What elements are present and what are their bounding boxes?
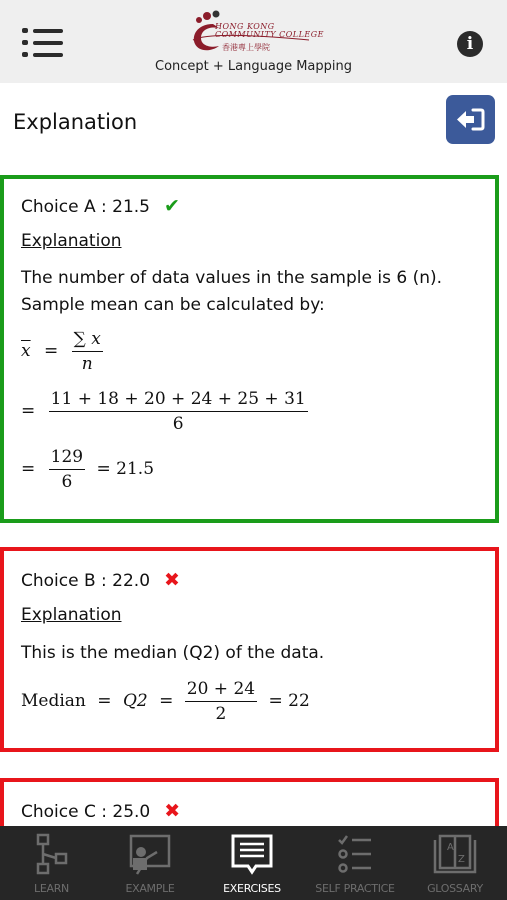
choice-a-text-line2: Sample mean can be calculated by: [21, 295, 325, 315]
logo-name-line2: COMMUNITY COLLEGE [215, 30, 324, 39]
nav-example-label: EXAMPLE [125, 882, 175, 895]
logo-name [215, 23, 324, 39]
equals-sign: = [21, 459, 36, 479]
x-bar: $\overline{x}$ [21, 341, 31, 361]
nav-exercises-label: EXERCISES [223, 882, 281, 895]
info-icon[interactable]: i [457, 31, 483, 57]
median-numerator: 20 + 24 [185, 677, 257, 702]
choice-a-explanation-label: Explanation [21, 231, 122, 251]
app-subtitle: Concept + Language Mapping [155, 59, 352, 74]
checkmark-icon: ✔ [164, 195, 180, 217]
cross-icon: ✖ [164, 800, 181, 822]
sum-denominator: n [81, 354, 93, 374]
choice-a-label: Choice A : 21.5 [21, 197, 150, 217]
svg-text:Z: Z [458, 854, 465, 865]
nav-learn-label: LEARN [34, 882, 69, 895]
presentation-icon [127, 832, 173, 876]
page-title: Explanation [13, 110, 138, 134]
sum-symbol: ∑ [73, 329, 86, 349]
flowchart-icon [35, 832, 69, 876]
total-fraction [49, 445, 85, 494]
choice-b-heading [21, 569, 180, 591]
choice-a-text-line1: The number of data values in the sample is 6 (n). [21, 268, 443, 288]
mean-formula-line2 [21, 387, 308, 436]
app-header [0, 0, 507, 83]
exit-icon [446, 95, 495, 144]
checklist-icon [337, 832, 373, 876]
nav-self-practice-label: SELF PRACTICE [315, 882, 395, 895]
choice-b-label: Choice B : 22.0 [21, 571, 151, 591]
choice-b-text-line1: This is the median (Q2) of the data. [21, 643, 325, 663]
equals-sign: = [97, 691, 112, 711]
choice-c-label: Choice C : 25.0 [21, 802, 151, 822]
q2-symbol: Q2 [122, 691, 148, 711]
choice-c-heading [21, 800, 180, 822]
mean-result: = 21.5 [96, 459, 155, 479]
nav-exercises[interactable] [197, 826, 307, 900]
logo-name-line1: HONG KONG [215, 22, 275, 31]
total-numerator: 129 [49, 445, 85, 470]
sum-values-numerator: 11 + 18 + 20 + 24 + 25 + 31 [49, 387, 308, 412]
nav-glossary-label: GLOSSARY [427, 882, 483, 895]
choice-a-heading [21, 195, 180, 217]
equals-sign: = [159, 691, 174, 711]
sum-values-denominator: 6 [172, 414, 184, 434]
logo-chinese-name: 香港專上學院 [222, 43, 270, 52]
book-az-icon [432, 832, 478, 876]
sum-values-fraction [49, 387, 308, 436]
nav-glossary[interactable] [403, 826, 507, 900]
median-fraction [185, 677, 257, 726]
nav-example[interactable] [103, 826, 197, 900]
cross-icon: ✖ [164, 569, 180, 591]
choice-b-explanation-label: Explanation [21, 605, 122, 625]
menu-icon[interactable] [22, 26, 64, 60]
equals-sign: = [44, 341, 59, 361]
svg-text:A: A [447, 842, 454, 853]
total-denominator: 6 [61, 472, 73, 492]
nav-self-practice[interactable] [307, 826, 403, 900]
bottom-nav [0, 826, 507, 900]
chat-list-icon [229, 832, 275, 878]
choice-a-card [0, 175, 499, 523]
mean-formula-line3 [21, 445, 154, 494]
median-denominator: 2 [215, 704, 227, 724]
median-formula [21, 677, 310, 726]
sum-fraction [72, 327, 103, 376]
choice-b-card [0, 547, 499, 752]
nav-learn[interactable] [0, 826, 103, 900]
median-result: = 22 [268, 691, 310, 711]
sum-variable: x [91, 329, 101, 349]
exit-button[interactable] [446, 95, 495, 144]
median-word: Median [21, 691, 86, 711]
mean-formula-line1 [21, 327, 103, 376]
equals-sign: = [21, 401, 36, 421]
